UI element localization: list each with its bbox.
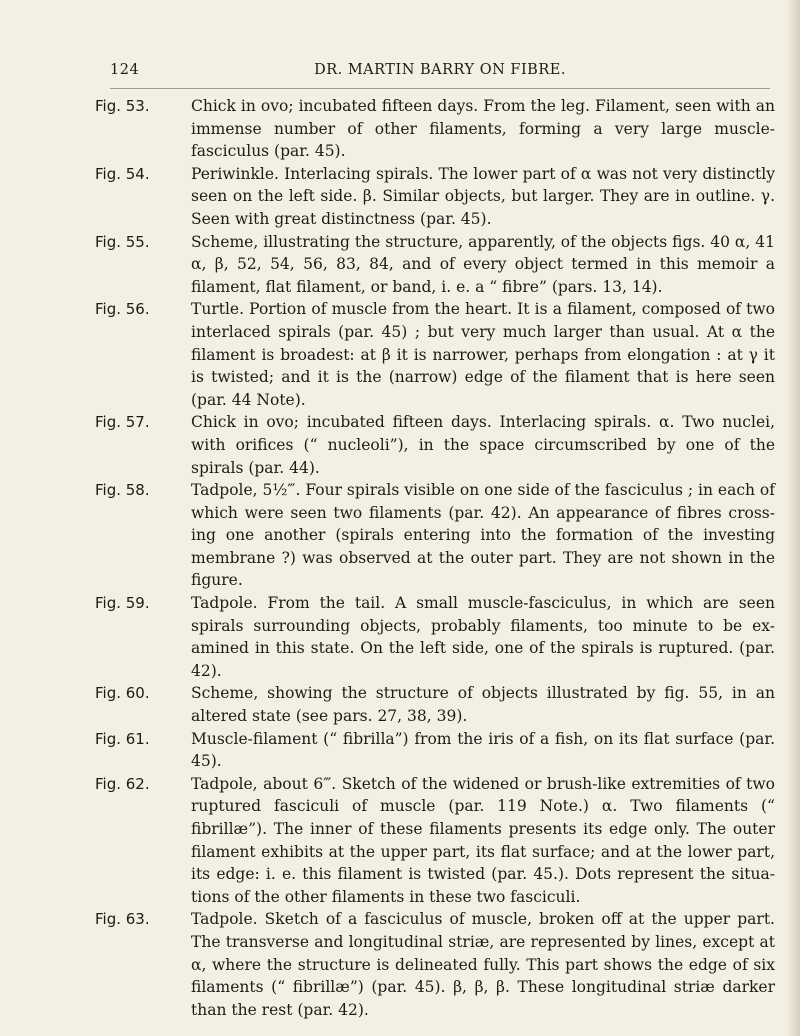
figure-label: Fig. 56. <box>95 300 150 319</box>
figure-label: Fig. 60. <box>95 684 150 703</box>
figure-label: Fig. 53. <box>95 97 150 115</box>
figure-caption <box>95 298 775 411</box>
figure-label: Fig. 63. <box>95 910 150 929</box>
figure-caption <box>95 682 775 727</box>
figure-caption-text: Chick in ovo; incubated fifteen days. Interlacing spirals. α. Two nuclei, with orifices (“ nucleoli”), in the space circumscribed by one of the spirals (par. 44). <box>191 413 775 477</box>
figure-caption <box>95 163 775 231</box>
figure-caption <box>95 728 775 773</box>
figure-caption-text: Muscle-filament (“ fibrilla”) from the iris of a fish, on its flat surface (par. 45). <box>191 729 775 771</box>
figure-label: Fig. 57. <box>95 413 150 432</box>
figure-caption-text: Scheme, showing the structure of objects illustrated by fig. 55, in an altered state (see pars. 27, 38, 39). <box>191 684 775 726</box>
figure-label: Fig. 55. <box>95 232 150 251</box>
header-rule <box>110 88 770 89</box>
figure-caption <box>95 231 775 299</box>
figure-caption-text: Periwinkle. Interlacing spirals. The lower part of α was not very distinctly seen on the left side. β. Similar objects, but larger. They are in outline. γ. Seen with great distinctness (par. 45). <box>191 164 775 228</box>
figure-caption <box>95 411 775 479</box>
figure-caption <box>95 592 775 682</box>
figure-label: Fig. 59. <box>95 594 150 613</box>
figure-label: Fig. 58. <box>95 481 150 500</box>
figure-caption <box>95 479 775 592</box>
figure-caption-text: Chick in ovo; incubated fifteen days. From the leg. Filament, seen with an immense number of other filaments, forming a very large muscle-fasciculus (par. 45). <box>191 97 775 161</box>
figure-caption <box>95 773 775 909</box>
page-number: 124 <box>110 62 140 78</box>
figure-caption <box>95 95 775 163</box>
figure-caption-text: Tadpole. From the tail. A small muscle-fasciculus, in which are seen spirals surrounding objects, probably filaments, too minute to be ex-amined in this state. On the left side, one of the spirals is ruptured. (par. 42). <box>191 594 775 680</box>
figure-label: Fig. 61. <box>95 729 150 748</box>
running-title: DR. MARTIN BARRY ON FIBRE. <box>314 62 566 78</box>
page-header <box>110 62 770 84</box>
figure-caption-text: Tadpole, 5½‴. Four spirals visible on one side of the fasciculus ; in each of which were seen two filaments (par. 42). An appearance of fibres cross-ing one another (spirals entering into the formation of the investing membrane ?) was observed at the outer part. They are not shown in the figure. <box>191 481 775 590</box>
figure-label: Fig. 62. <box>95 774 150 793</box>
figure-caption-text: Turtle. Portion of muscle from the heart. It is a filament, composed of two interlaced spirals (par. 45) ; but very much larger than usual. At α the filament is broadest: at β it is narrower, perhaps from elongation : at γ it is twisted; and it is the (narrow) edge of the filament that is here seen (par. 44 Note). <box>191 300 775 409</box>
figure-caption <box>95 908 775 1021</box>
figure-caption-text: Tadpole. Sketch of a fasciculus of muscle, broken off at the upper part. The transverse and longitudinal striæ, are represented by lines, except at α, where the structure is delineated fully. This part shows the edge of six filaments (“ fibrillæ”) (par. 45). β, β, β. These longitudinal striæ darker than the rest (par. 42). <box>191 910 775 1019</box>
figure-caption-text: Scheme, illustrating the structure, apparently, of the objects figs. 40 α, 41 α, β, 52, 54, 56, 83, 84, and of every object termed in this memoir a filament, flat filament, or band, i. e. a “ fibre” (pars. 13, 14). <box>191 232 775 296</box>
figure-caption-text: Tadpole, about 6‴. Sketch of the widened or brush-like extremities of two ruptured fasciculi of muscle (par. 119 Note.) α. Two filaments (“ fibrillæ”). The inner of these filaments presents its edge only. The outer filament exhibits at the upper part, its flat surface; and at the lower part, its edge: i. e. this filament is twisted (par. 45.). Dots represent the situa-tions of the other filaments in these two fasciculi. <box>191 774 775 906</box>
figure-captions-list <box>95 95 775 1021</box>
page-edge-shadow <box>786 0 800 1036</box>
figure-label: Fig. 54. <box>95 164 150 183</box>
